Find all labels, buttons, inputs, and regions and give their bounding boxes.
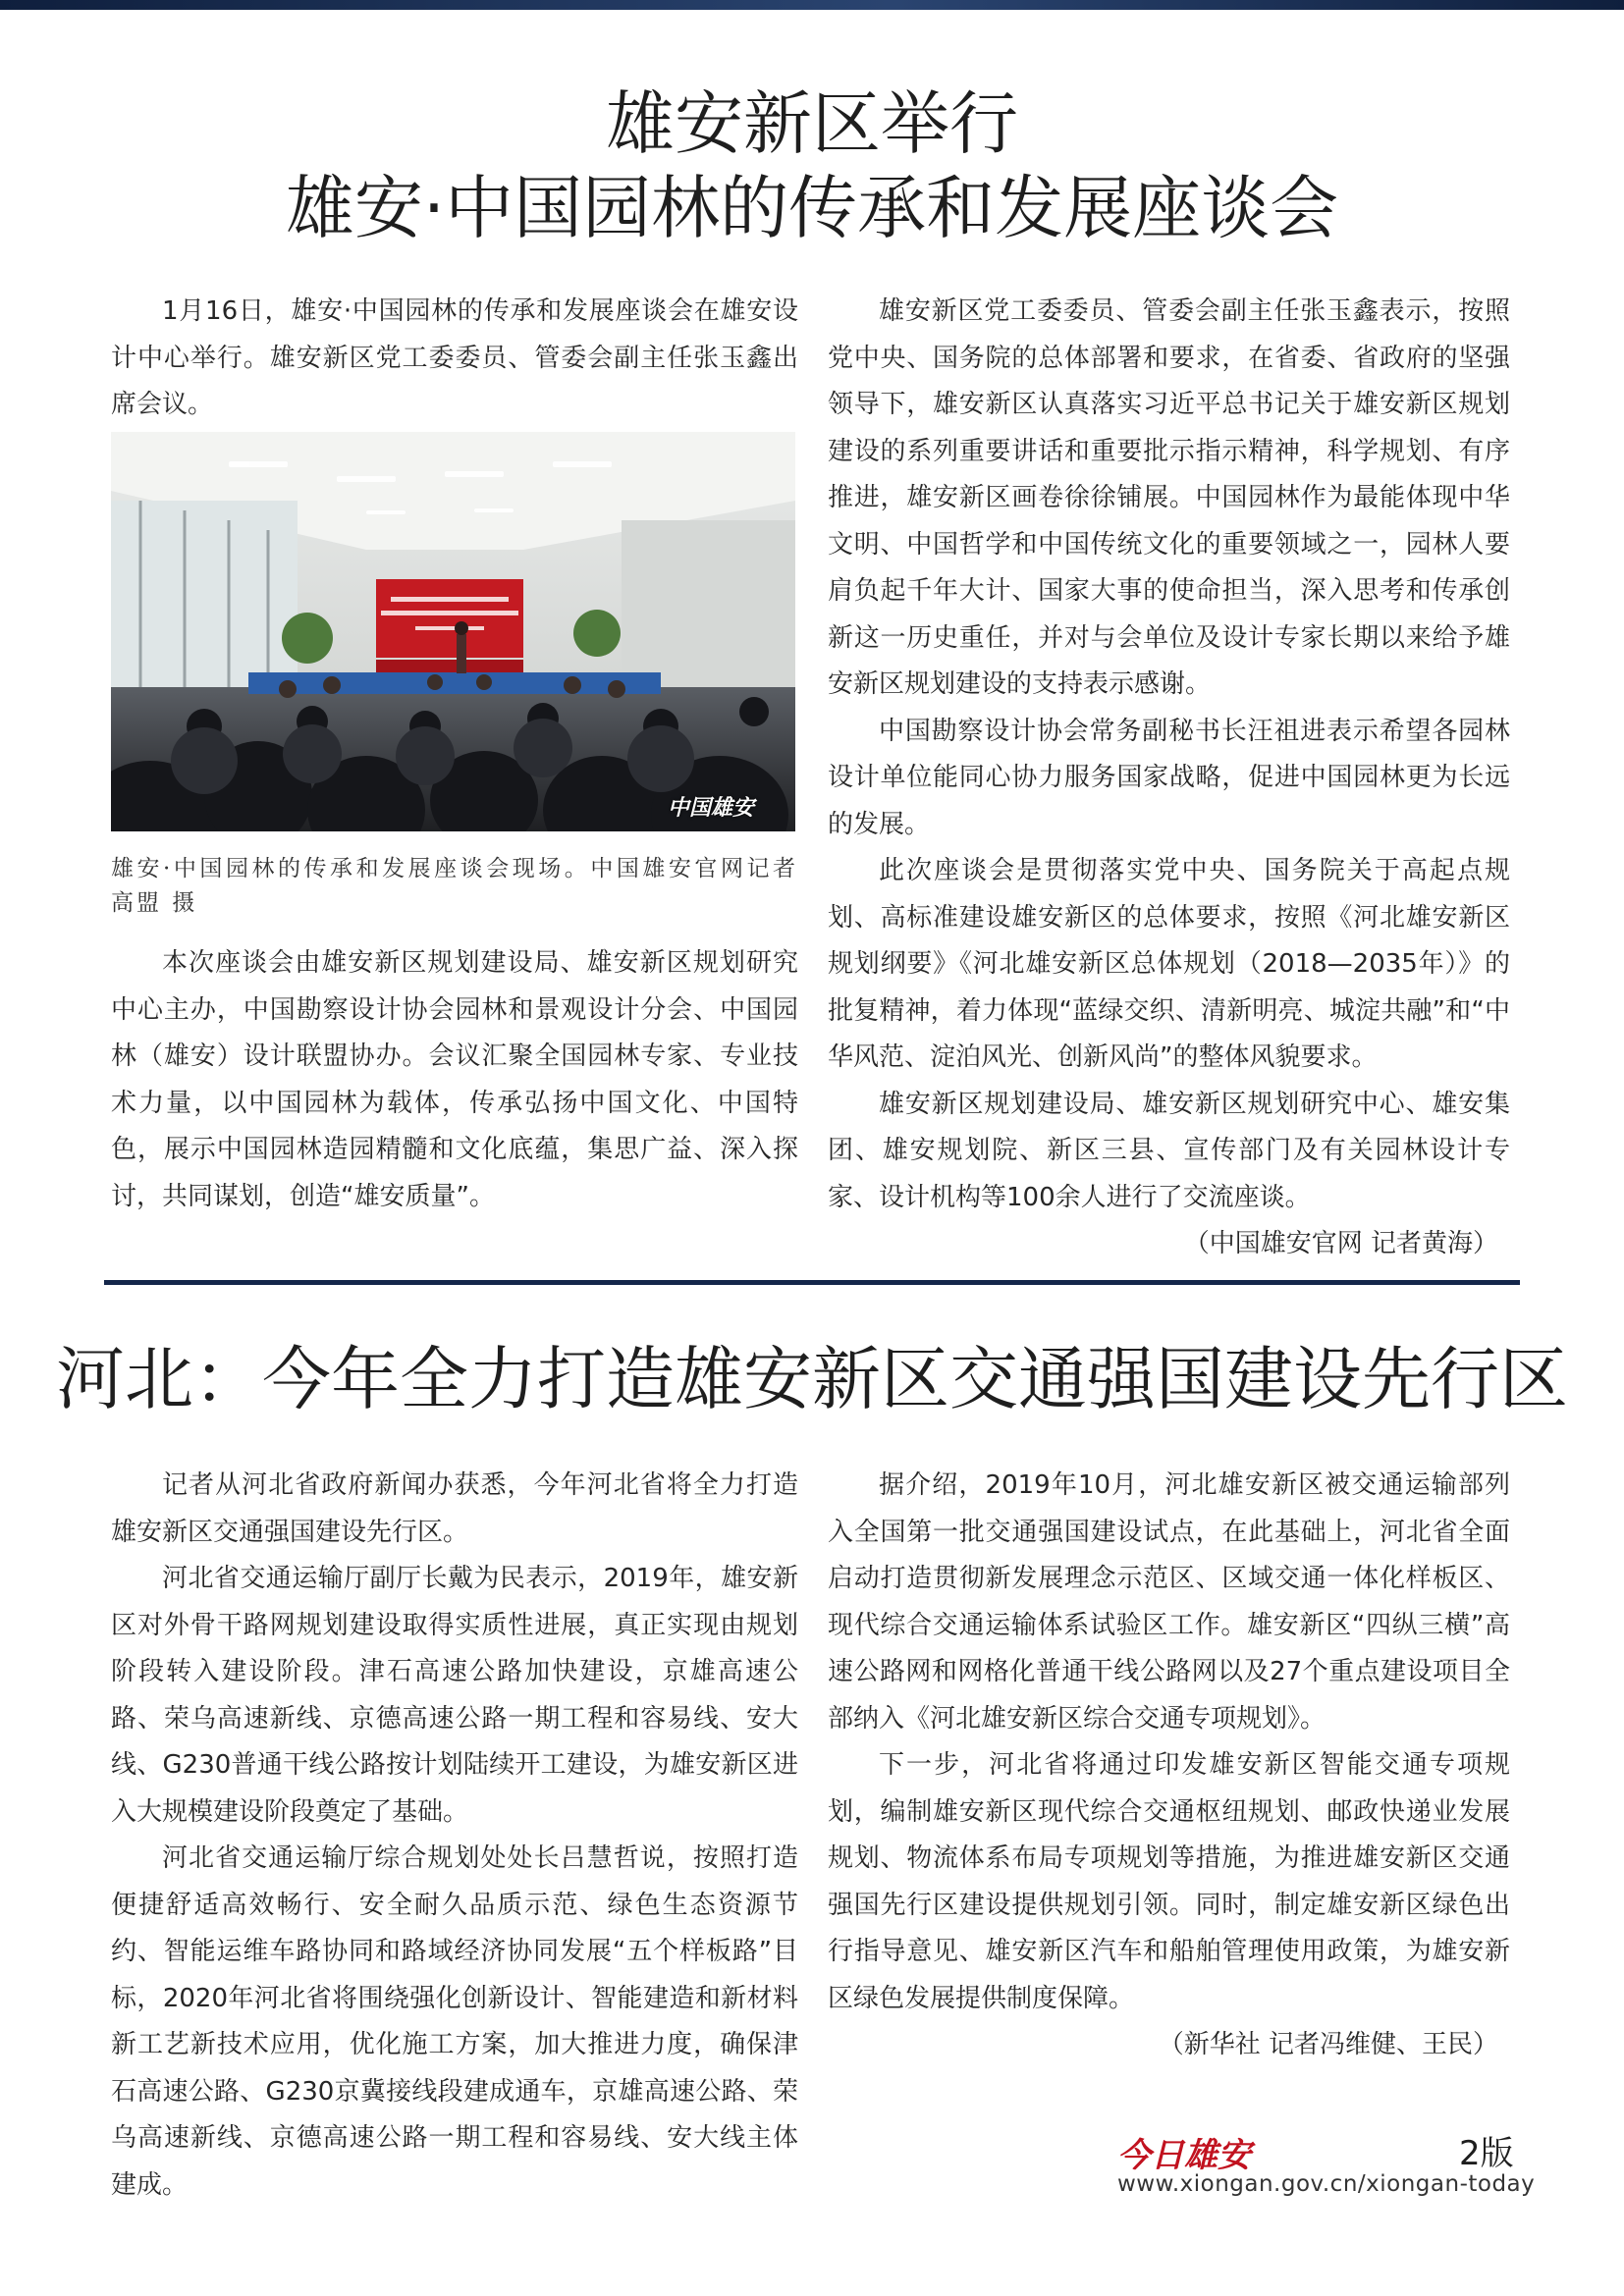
article2-byline: （新华社 记者冯维健、王民） <box>1158 2030 1498 2059</box>
footer-url[interactable]: www.xiongan.gov.cn/xiongan-today <box>1117 2171 1536 2197</box>
article2-left-para2: 河北省交通运输厅副厅长戴为民表示，2019年，雄安新区对外骨干路网规划建设取得实质性进展，真正实现由规划阶段转入建设阶段。津石高速公路加快建设，京雄高速公路、荣乌高速新线、京德高速公路一期工程和容易线、安大线、G230普通干线公路按计划陆续开工建设，为雄安新区进入大规模建设阶段奠定了基础。 <box>111 1564 798 1827</box>
photo-caption: 雄安·中国园林的传承和发展座谈会现场。中国雄安官网记者高盟 摄 <box>111 856 798 916</box>
article2-left-para3: 河北省交通运输厅综合规划处处长吕慧哲说，按照打造便捷舒适高效畅行、安全耐久品质示范、绿色生态资源节约、智能运维车路协同和路域经济协同发展“五个样板路”目标，2020年河北省将围绕强化创新设计、智能建造和新材料新工艺新技术应用，优化施工方案，加大推进力度，确保津石高速公路、G230京冀接线段建成通车，京雄高速公路、荣乌高速新线、京德高速公路一期工程和容易线、安大线主体建成。 <box>111 1843 798 2200</box>
article2-left-column <box>111 1463 798 2209</box>
meeting-photo <box>111 432 795 831</box>
article1-right-para4: 雄安新区规划建设局、雄安新区规划研究中心、雄安集团、雄安规划院、新区三县、宣传部门及有关园林设计专家、设计机构等100余人进行了交流座谈。 <box>828 1089 1510 1212</box>
footer-logo: 今日雄安 <box>1117 2136 1251 2175</box>
top-accent-bar <box>0 0 1624 10</box>
article1-left-para2: 本次座谈会由雄安新区规划建设局、雄安新区规划研究中心主办，中国勘察设计协会园林和景观设计分会、中国园林（雄安）设计联盟协办。会议汇聚全国园林专家、专业技术力量，以中国园林为载体，传承弘扬中国文化、中国特色，展示中国园林造园精髓和文化底蕴，集思广益、深入探讨，共同谋划，创造“雄安质量”。 <box>111 948 798 1211</box>
photo-watermark: 中国雄安 <box>667 795 754 821</box>
article1-title-line2: 雄安·中国园林的传承和发展座谈会 <box>285 168 1339 248</box>
article1-byline: （中国雄安官网 记者黄海） <box>1183 1229 1498 1258</box>
article2-left-para1: 记者从河北省政府新闻办获悉，今年河北省将全力打造雄安新区交通强国建设先行区。 <box>111 1470 798 1547</box>
article2-right-para1: 据介绍，2019年10月，河北雄安新区被交通运输部列入全国第一批交通强国建设试点，在此基础上，河北省全面启动打造贯彻新发展理念示范区、区域交通一体化样板区、现代综合交通运输体系试验区工作。雄安新区“四纵三横”高速公路网和网格化普通干线公路网以及27个重点建设项目全部纳入《河北雄安新区综合交通专项规划》。 <box>828 1470 1510 1734</box>
article1-right-column <box>828 289 1510 1268</box>
page-number: 2版 <box>1459 2134 1514 2173</box>
article2-right-para2: 下一步，河北省将通过印发雄安新区智能交通专项规划，编制雄安新区现代综合交通枢纽规划、邮政快递业发展规划、物流体系布局专项规划等措施，为推进雄安新区交通强国先行区建设提供规划引领。同时，制定雄安新区绿色出行指导意见、雄安新区汽车和船舶管理使用政策，为雄安新区绿色发展提供制度保障。 <box>828 1750 1510 2013</box>
article1-title-line1: 雄安新区举行 <box>606 83 1018 164</box>
article2-right-column <box>828 1463 1510 2069</box>
article1-left-column-lower <box>111 940 798 1220</box>
article1-right-para2: 中国勘察设计协会常务副秘书长汪祖进表示希望各园林设计单位能同心协力服务国家战略，促进中国园林更为长远的发展。 <box>828 716 1510 839</box>
article1-right-para1: 雄安新区党工委委员、管委会副主任张玉鑫表示，按照党中央、国务院的总体部署和要求，在省委、省政府的坚强领导下，雄安新区认真落实习近平总书记关于雄安新区规划建设的系列重要讲话和重要批示指示精神，科学规划、有序推进，雄安新区画卷徐徐铺展。中国园林作为最能体现中华文明、中国哲学和中国传统文化的重要领域之一，园林人要肩负起千年大计、国家大事的使命担当，深入思考和传承创新这一历史重任，并对与会单位及设计专家长期以来给予雄安新区规划建设的支持表示感谢。 <box>828 296 1510 699</box>
article2-title: 河北：今年全力打造雄安新区交通强国建设先行区 <box>56 1339 1568 1419</box>
article1-left-para1: 1月16日，雄安·中国园林的传承和发展座谈会在雄安设计中心举行。雄安新区党工委委员、管委会副主任张玉鑫出席会议。 <box>111 296 798 419</box>
article1-left-column <box>111 289 798 429</box>
article1-right-para3: 此次座谈会是贯彻落实党中央、国务院关于高起点规划、高标准建设雄安新区的总体要求，按照《河北雄安新区规划纲要》《河北雄安新区总体规划（2018—2035年）》的批复精神，着力体现“蓝绿交织、清新明亮、城淀共融”和“中华风范、淀泊风光、创新风尚”的整体风貌要求。 <box>828 856 1510 1072</box>
section-divider <box>104 1280 1520 1285</box>
